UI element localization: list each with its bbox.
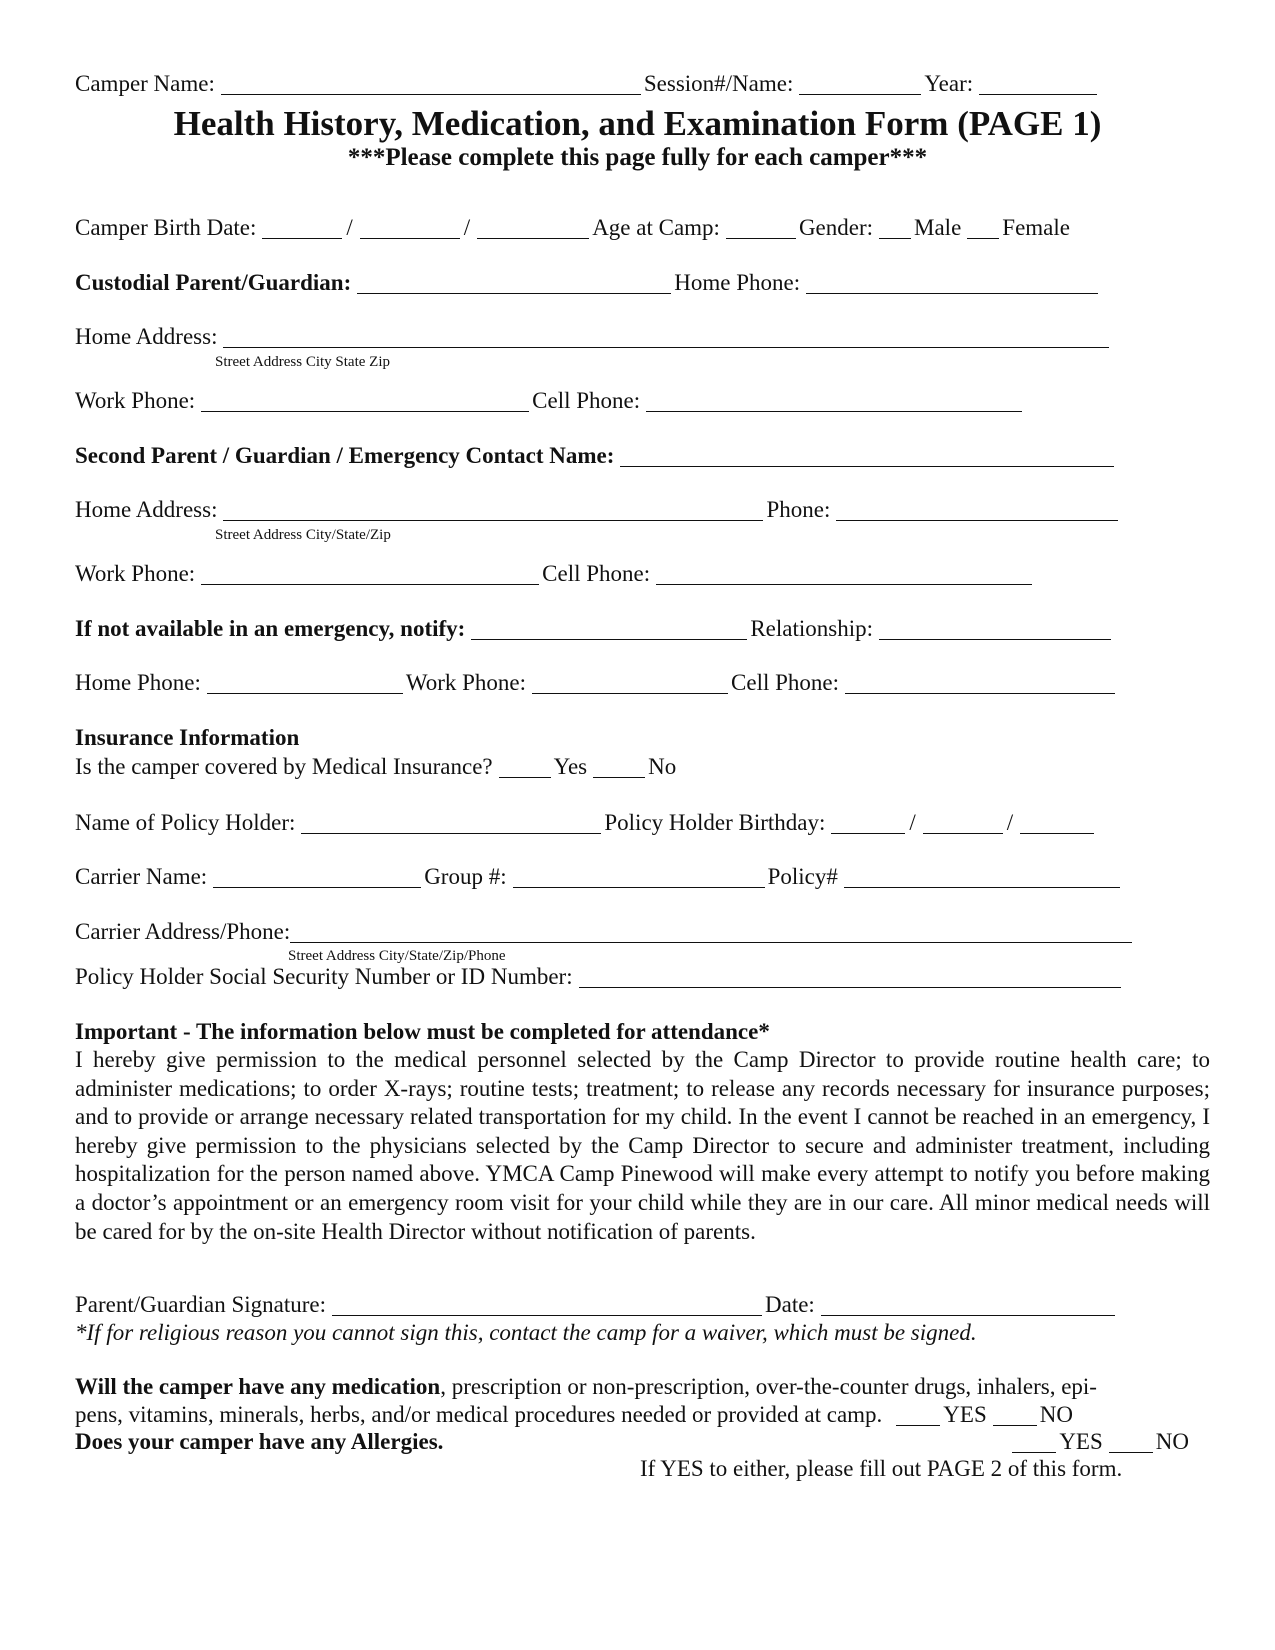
emergency-phones-row — [75, 669, 1205, 697]
date-slash: / — [463, 215, 471, 240]
consent-heading-row — [75, 1018, 1205, 1046]
signature-row — [75, 1291, 1205, 1319]
medication-question-bold: Will the camper have any medication — [75, 1374, 441, 1399]
camper-info-row — [75, 214, 1205, 242]
guardian2-phones-row — [75, 560, 1205, 588]
guardian2-address-row — [75, 496, 1205, 524]
insurance-no-label: No — [648, 754, 677, 779]
waiver-note: *If for religious reason you cannot sign this, contact the camp for a waiver, which must be signed. — [75, 1320, 977, 1345]
signature-date-field[interactable] — [821, 1295, 1115, 1316]
waiver-note-row — [75, 1319, 1205, 1347]
ssn-row — [75, 963, 1205, 991]
policy-birth-year-field[interactable] — [1020, 813, 1094, 834]
medication-question-row — [75, 1373, 1205, 1401]
guardian2-cell-phone-field[interactable] — [656, 564, 1032, 585]
medication-question-line2 — [75, 1401, 1205, 1429]
guardian1-home-phone-field[interactable] — [806, 273, 1098, 294]
policy-holder-label: Name of Policy Holder: — [75, 810, 296, 835]
relationship-label: Relationship: — [750, 616, 874, 641]
birth-date-label: Camper Birth Date: — [75, 215, 257, 240]
group-label: Group #: — [424, 864, 507, 889]
header-fields-row — [75, 70, 1205, 98]
guardian1-home-phone-label: Home Phone: — [674, 270, 801, 295]
year-field[interactable] — [979, 74, 1097, 95]
date-slash: / — [1006, 810, 1014, 835]
allergies-question: Does your camper have any Allergies. — [75, 1429, 444, 1454]
relationship-field[interactable] — [879, 619, 1111, 640]
ssn-label: Policy Holder Social Security Number or ID Number: — [75, 964, 573, 989]
address-hint: Street Address City/State/Zip — [215, 527, 391, 543]
policy-holder-field[interactable] — [301, 813, 601, 834]
page2-instruction: If YES to either, please fill out PAGE 2 of this form. — [640, 1456, 1123, 1481]
male-label: Male — [914, 215, 962, 240]
guardian1-address-field[interactable] — [223, 327, 1109, 348]
work-phone-label: Work Phone: — [75, 388, 196, 413]
insurance-covered-label: Is the camper covered by Medical Insurance? — [75, 754, 493, 779]
session-label: Session#/Name: — [643, 71, 794, 96]
carrier-address-row — [75, 918, 1205, 946]
guardian1-cell-phone-field[interactable] — [646, 391, 1022, 412]
signature-label: Parent/Guardian Signature: — [75, 1292, 327, 1317]
carrier-address-hint: Street Address City/State/Zip/Phone — [288, 948, 506, 964]
work-phone-label: Work Phone: — [405, 670, 527, 695]
page-subtitle: ***Please complete this page fully for each camper*** — [347, 144, 928, 171]
address-hint: Street Address City State Zip — [215, 354, 390, 370]
guardian2-row — [75, 442, 1205, 470]
guardian2-phone-field[interactable] — [836, 500, 1118, 521]
allergies-yes-label: YES — [1059, 1429, 1103, 1454]
work-phone-label: Work Phone: — [75, 561, 196, 586]
home-address-label: Home Address: — [75, 324, 218, 349]
medication-yes-label: YES — [943, 1402, 987, 1427]
emergency-name-field[interactable] — [471, 619, 747, 640]
guardian2-work-phone-field[interactable] — [201, 564, 539, 585]
consent-paragraph: I hereby give permission to the medical personnel selected by the Camp Director to provide routine health care; to administer medications; to order X-rays; routine tests; treatment; to release any records necessary for insurance purposes; and to provide or arrange necessary related transportation for my child. In the event I cannot be reached in an emergency, I hereby give permission to the physicians selected by the Camp Director to secure and administer treatment, including hospitalization for the person named above. YMCA Camp Pinewood will make every attempt to notify you before making a doctor’s appointment or an emergency room visit for your child while they are in our care. All minor medical needs will be cared for by the on-site Health Director without notification of parents. — [75, 1047, 1210, 1244]
policy-birthday-label: Policy Holder Birthday: — [604, 810, 826, 835]
home-address-label: Home Address: — [75, 497, 218, 522]
guardian2-name-field[interactable] — [620, 446, 1114, 467]
male-checkbox[interactable] — [879, 218, 911, 239]
policy-holder-row — [75, 809, 1205, 837]
guardian1-row — [75, 269, 1205, 297]
female-label: Female — [1002, 215, 1070, 240]
female-checkbox[interactable] — [967, 218, 999, 239]
ssn-field[interactable] — [579, 967, 1121, 988]
cell-phone-label: Cell Phone: — [542, 561, 651, 586]
page-title: Health History, Medication, and Examination Form (PAGE 1) — [173, 104, 1102, 143]
carrier-address-field[interactable] — [290, 922, 1132, 943]
insurance-yes-label: Yes — [553, 754, 588, 779]
allergies-no-label: NO — [1155, 1429, 1189, 1454]
gender-label: Gender: — [798, 215, 874, 240]
medication-question-rest: , prescription or non-prescription, over-the-counter drugs, inhalers, epi- — [440, 1374, 1097, 1399]
signature-field[interactable] — [332, 1295, 762, 1316]
carrier-row — [75, 863, 1205, 891]
carrier-label: Carrier Name: — [75, 864, 208, 889]
medication-no-label: NO — [1039, 1402, 1073, 1427]
camper-name-field[interactable] — [221, 74, 641, 95]
birth-year-field[interactable] — [477, 218, 589, 239]
cell-phone-label: Cell Phone: — [731, 670, 840, 695]
allergies-question-row — [75, 1428, 1205, 1456]
allergies-yes-checkbox[interactable] — [1012, 1432, 1056, 1453]
guardian1-name-field[interactable] — [357, 273, 671, 294]
date-slash: / — [346, 215, 353, 240]
year-label: Year: — [924, 71, 974, 96]
guardian2-label: Second Parent / Guardian / Emergency Contact Name: — [75, 443, 615, 468]
emergency-home-phone-field[interactable] — [207, 673, 403, 694]
guardian1-phones-row — [75, 387, 1205, 415]
emergency-row — [75, 615, 1205, 643]
insurance-covered-row — [75, 753, 1205, 781]
home-phone-label: Home Phone: — [75, 670, 201, 695]
camper-name-label: Camper Name: — [75, 71, 215, 96]
age-label: Age at Camp: — [592, 215, 720, 240]
guardian1-label: Custodial Parent/Guardian: — [75, 270, 352, 295]
policy-number-field[interactable] — [844, 867, 1120, 888]
insurance-heading-row — [75, 724, 1205, 752]
emergency-work-phone-field[interactable] — [532, 673, 728, 694]
cell-phone-label: Cell Phone: — [532, 388, 641, 413]
birth-month-field[interactable] — [262, 218, 342, 239]
insurance-yes-checkbox[interactable] — [499, 757, 551, 778]
policy-birth-month-field[interactable] — [831, 813, 905, 834]
guardian1-work-phone-field[interactable] — [201, 391, 529, 412]
guardian1-address-row — [75, 323, 1205, 351]
age-field[interactable] — [726, 218, 796, 239]
insurance-no-checkbox[interactable] — [593, 757, 645, 778]
date-label: Date: — [765, 1292, 815, 1317]
carrier-address-label: Carrier Address/Phone: — [75, 919, 291, 944]
medication-yes-checkbox[interactable] — [896, 1405, 940, 1426]
policy-birth-day-field[interactable] — [923, 813, 1003, 834]
insurance-heading: Insurance Information — [75, 725, 300, 750]
consent-heading: Important - The information below must be completed for attendance* — [75, 1019, 770, 1044]
medication-question-text: pens, vitamins, minerals, herbs, and/or medical procedures needed or provided at camp. — [75, 1402, 883, 1427]
phone-label: Phone: — [766, 497, 831, 522]
birth-day-field[interactable] — [360, 218, 460, 239]
emergency-label: If not available in an emergency, notify: — [75, 616, 466, 641]
session-field[interactable] — [799, 74, 921, 95]
guardian2-address-field[interactable] — [223, 500, 763, 521]
allergies-no-checkbox[interactable] — [1109, 1432, 1153, 1453]
carrier-name-field[interactable] — [213, 867, 421, 888]
date-slash: / — [909, 810, 916, 835]
policy-label: Policy# — [767, 864, 838, 889]
medication-no-checkbox[interactable] — [993, 1405, 1037, 1426]
emergency-cell-phone-field[interactable] — [845, 673, 1115, 694]
group-number-field[interactable] — [513, 867, 765, 888]
